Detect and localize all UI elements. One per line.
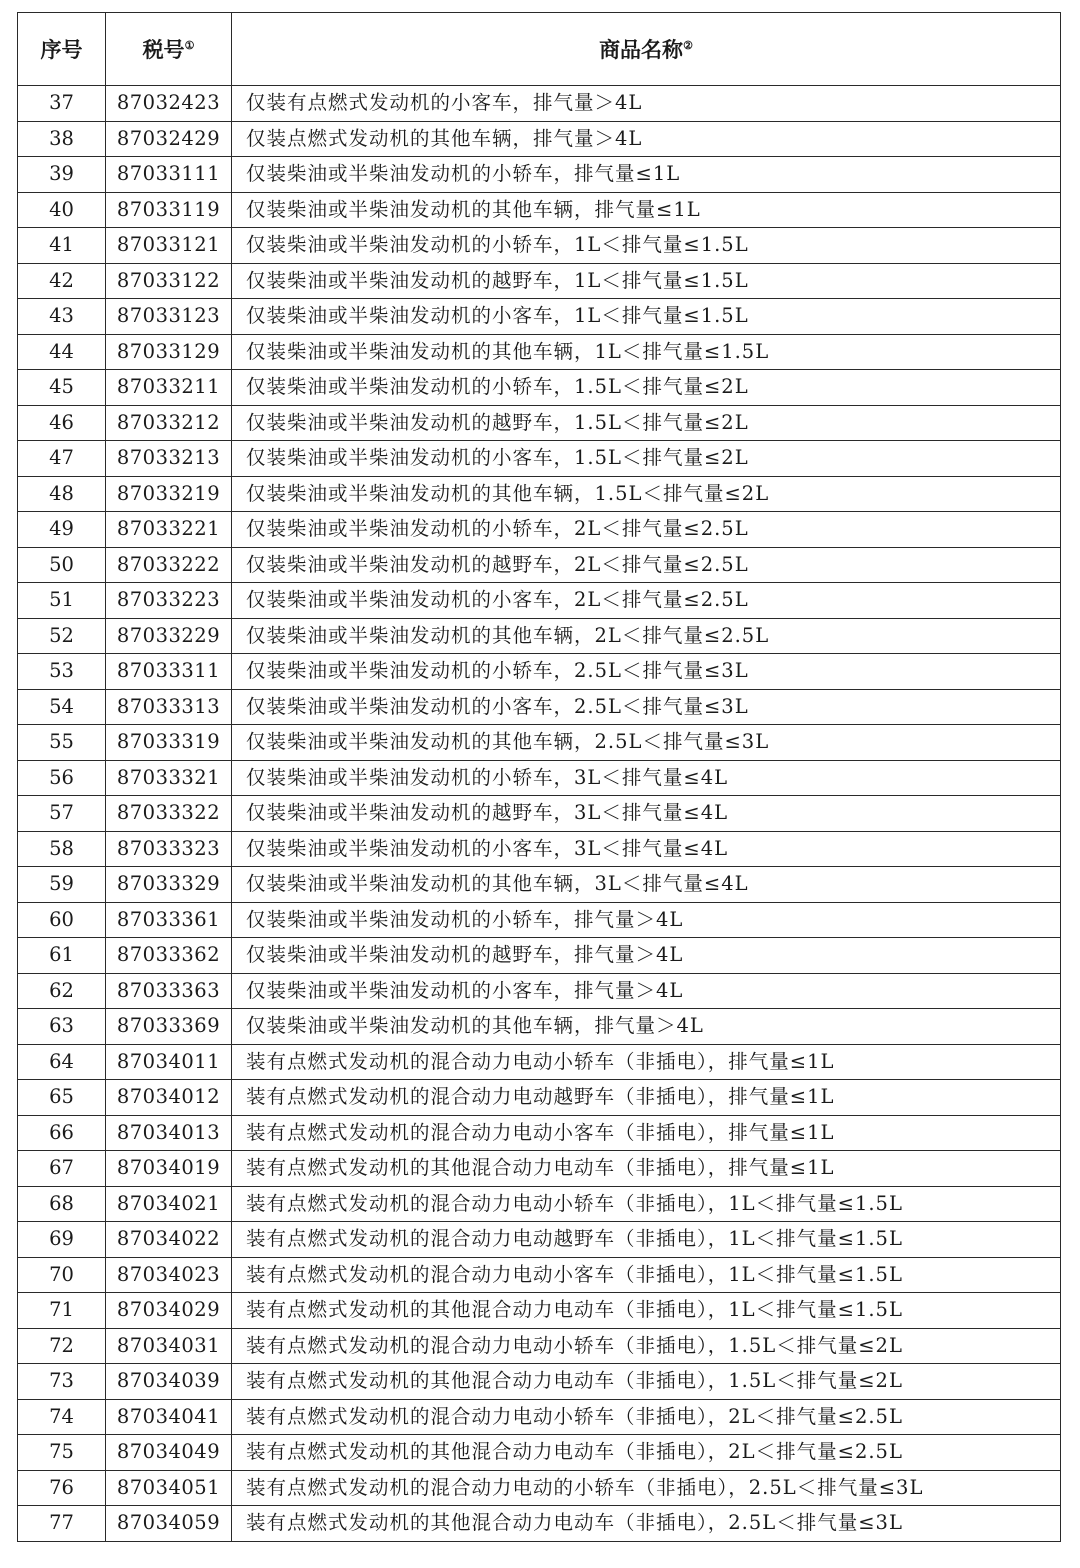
table-row (18, 1435, 1061, 1471)
table-row (18, 121, 1061, 157)
row-seq-cell: 69 (18, 1222, 106, 1258)
row-code-cell: 87034011 (106, 1044, 232, 1080)
row-code-cell: 87034019 (106, 1151, 232, 1187)
table-row (18, 1009, 1061, 1045)
table-row (18, 654, 1061, 690)
row-name-cell: 仅装柴油或半柴油发动机的其他车辆，3L＜排气量≤4L (232, 867, 1061, 903)
row-seq-cell: 54 (18, 689, 106, 725)
table-row (18, 583, 1061, 619)
table-row (18, 1080, 1061, 1116)
table-row (18, 334, 1061, 370)
row-seq-cell: 48 (18, 476, 106, 512)
row-code-cell: 87034031 (106, 1328, 232, 1364)
header-name-label: 商品名称 (599, 37, 684, 62)
row-name-cell: 装有点燃式发动机的混合动力电动小轿车（非插电），1L＜排气量≤1.5L (232, 1186, 1061, 1222)
header-code-footnote: ① (184, 39, 195, 52)
table-row (18, 192, 1061, 228)
row-name-cell: 装有点燃式发动机的混合动力电动小轿车（非插电），2L＜排气量≤2.5L (232, 1399, 1061, 1435)
row-seq-cell: 52 (18, 618, 106, 654)
row-name-cell: 装有点燃式发动机的其他混合动力电动车（非插电），2L＜排气量≤2.5L (232, 1435, 1061, 1471)
row-code-cell: 87033122 (106, 263, 232, 299)
table-row (18, 831, 1061, 867)
row-name-cell: 仅装柴油或半柴油发动机的小轿车，1.5L＜排气量≤2L (232, 370, 1061, 406)
row-seq-cell: 67 (18, 1151, 106, 1187)
row-name-cell: 仅装柴油或半柴油发动机的小客车，1L＜排气量≤1.5L (232, 299, 1061, 335)
table-row (18, 228, 1061, 264)
row-name-cell: 仅装柴油或半柴油发动机的其他车辆，2L＜排气量≤2.5L (232, 618, 1061, 654)
table-row (18, 902, 1061, 938)
row-seq-cell: 43 (18, 299, 106, 335)
row-code-cell: 87033221 (106, 512, 232, 548)
row-code-cell: 87032429 (106, 121, 232, 157)
row-seq-cell: 72 (18, 1328, 106, 1364)
table-row (18, 760, 1061, 796)
row-code-cell: 87033219 (106, 476, 232, 512)
row-code-cell: 87033313 (106, 689, 232, 725)
row-seq-cell: 46 (18, 405, 106, 441)
row-code-cell: 87033129 (106, 334, 232, 370)
table-row (18, 618, 1061, 654)
row-seq-cell: 70 (18, 1257, 106, 1293)
row-seq-cell: 64 (18, 1044, 106, 1080)
table-row (18, 1293, 1061, 1329)
table-row (18, 938, 1061, 974)
row-code-cell: 87033121 (106, 228, 232, 264)
row-name-cell: 装有点燃式发动机的混合动力电动越野车（非插电），1L＜排气量≤1.5L (232, 1222, 1061, 1258)
table-row (18, 1328, 1061, 1364)
row-name-cell: 仅装柴油或半柴油发动机的小客车，排气量＞4L (232, 973, 1061, 1009)
row-seq-cell: 76 (18, 1470, 106, 1506)
row-name-cell: 仅装柴油或半柴油发动机的小轿车，排气量≤1L (232, 157, 1061, 193)
row-name-cell: 仅装柴油或半柴油发动机的越野车，1L＜排气量≤1.5L (232, 263, 1061, 299)
row-code-cell: 87033111 (106, 157, 232, 193)
row-code-cell: 87034049 (106, 1435, 232, 1471)
row-name-cell: 装有点燃式发动机的混合动力电动的小轿车（非插电），2.5L＜排气量≤3L (232, 1470, 1061, 1506)
row-seq-cell: 61 (18, 938, 106, 974)
row-name-cell: 仅装有点燃式发动机的小客车，排气量＞4L (232, 86, 1061, 122)
row-name-cell: 仅装柴油或半柴油发动机的越野车，排气量＞4L (232, 938, 1061, 974)
row-code-cell: 87033123 (106, 299, 232, 335)
table-row (18, 689, 1061, 725)
table-row (18, 1151, 1061, 1187)
row-seq-cell: 53 (18, 654, 106, 690)
row-code-cell: 87034021 (106, 1186, 232, 1222)
row-name-cell: 仅装柴油或半柴油发动机的其他车辆，1.5L＜排气量≤2L (232, 476, 1061, 512)
row-name-cell: 仅装柴油或半柴油发动机的其他车辆，1L＜排气量≤1.5L (232, 334, 1061, 370)
row-name-cell: 仅装柴油或半柴油发动机的越野车，2L＜排气量≤2.5L (232, 547, 1061, 583)
row-seq-cell: 68 (18, 1186, 106, 1222)
row-seq-cell: 51 (18, 583, 106, 619)
row-code-cell: 87034022 (106, 1222, 232, 1258)
row-code-cell: 87034012 (106, 1080, 232, 1116)
table-body (18, 86, 1061, 1542)
row-code-cell: 87034039 (106, 1364, 232, 1400)
table-row (18, 547, 1061, 583)
row-name-cell: 装有点燃式发动机的混合动力电动越野车（非插电），排气量≤1L (232, 1080, 1061, 1116)
table-row (18, 725, 1061, 761)
row-name-cell: 装有点燃式发动机的其他混合动力电动车（非插电），1L＜排气量≤1.5L (232, 1293, 1061, 1329)
row-seq-cell: 59 (18, 867, 106, 903)
row-name-cell: 装有点燃式发动机的其他混合动力电动车（非插电），排气量≤1L (232, 1151, 1061, 1187)
table-row (18, 1399, 1061, 1435)
row-name-cell: 仅装柴油或半柴油发动机的其他车辆，2.5L＜排气量≤3L (232, 725, 1061, 761)
row-code-cell: 87033322 (106, 796, 232, 832)
row-code-cell: 87033223 (106, 583, 232, 619)
header-name (232, 13, 1061, 86)
row-code-cell: 87033319 (106, 725, 232, 761)
row-seq-cell: 74 (18, 1399, 106, 1435)
row-name-cell: 仅装柴油或半柴油发动机的越野车，3L＜排气量≤4L (232, 796, 1061, 832)
row-code-cell: 87034051 (106, 1470, 232, 1506)
row-seq-cell: 49 (18, 512, 106, 548)
row-seq-cell: 60 (18, 902, 106, 938)
table-row (18, 1364, 1061, 1400)
row-seq-cell: 56 (18, 760, 106, 796)
table-row (18, 86, 1061, 122)
row-seq-cell: 75 (18, 1435, 106, 1471)
header-name-footnote: ② (683, 39, 693, 52)
row-name-cell: 仅装柴油或半柴油发动机的小客车，3L＜排气量≤4L (232, 831, 1061, 867)
row-name-cell: 仅装柴油或半柴油发动机的小轿车，2.5L＜排气量≤3L (232, 654, 1061, 690)
row-name-cell: 装有点燃式发动机的混合动力电动小轿车（非插电），排气量≤1L (232, 1044, 1061, 1080)
row-seq-cell: 65 (18, 1080, 106, 1116)
header-seq (18, 13, 106, 86)
header-code-label: 税号 (142, 37, 185, 62)
table-row (18, 796, 1061, 832)
row-seq-cell: 50 (18, 547, 106, 583)
row-seq-cell: 62 (18, 973, 106, 1009)
row-code-cell: 87034041 (106, 1399, 232, 1435)
row-name-cell: 仅装柴油或半柴油发动机的小轿车，3L＜排气量≤4L (232, 760, 1061, 796)
row-seq-cell: 71 (18, 1293, 106, 1329)
row-code-cell: 87033329 (106, 867, 232, 903)
row-seq-cell: 66 (18, 1115, 106, 1151)
table-row (18, 512, 1061, 548)
table-row (18, 263, 1061, 299)
row-code-cell: 87033323 (106, 831, 232, 867)
table-row (18, 476, 1061, 512)
row-seq-cell: 47 (18, 441, 106, 477)
row-code-cell: 87033311 (106, 654, 232, 690)
row-name-cell: 装有点燃式发动机的混合动力电动小客车（非插电），排气量≤1L (232, 1115, 1061, 1151)
row-code-cell: 87033212 (106, 405, 232, 441)
row-name-cell: 装有点燃式发动机的其他混合动力电动车（非插电），1.5L＜排气量≤2L (232, 1364, 1061, 1400)
row-seq-cell: 63 (18, 1009, 106, 1045)
table-row (18, 441, 1061, 477)
row-seq-cell: 55 (18, 725, 106, 761)
row-name-cell: 仅装柴油或半柴油发动机的小轿车，排气量＞4L (232, 902, 1061, 938)
row-seq-cell: 40 (18, 192, 106, 228)
row-name-cell: 仅装柴油或半柴油发动机的小轿车，2L＜排气量≤2.5L (232, 512, 1061, 548)
table-row (18, 1044, 1061, 1080)
table-row (18, 405, 1061, 441)
row-seq-cell: 42 (18, 263, 106, 299)
row-code-cell: 87033369 (106, 1009, 232, 1045)
table-row (18, 1506, 1061, 1542)
row-seq-cell: 38 (18, 121, 106, 157)
table-row (18, 370, 1061, 406)
row-seq-cell: 57 (18, 796, 106, 832)
row-seq-cell: 39 (18, 157, 106, 193)
row-name-cell: 仅装柴油或半柴油发动机的小客车，2L＜排气量≤2.5L (232, 583, 1061, 619)
row-seq-cell: 73 (18, 1364, 106, 1400)
table-row (18, 299, 1061, 335)
row-name-cell: 装有点燃式发动机的其他混合动力电动车（非插电），2.5L＜排气量≤3L (232, 1506, 1061, 1542)
row-name-cell: 仅装柴油或半柴油发动机的越野车，1.5L＜排气量≤2L (232, 405, 1061, 441)
row-name-cell: 仅装柴油或半柴油发动机的小轿车，1L＜排气量≤1.5L (232, 228, 1061, 264)
row-seq-cell: 44 (18, 334, 106, 370)
table-header-row (18, 13, 1061, 86)
row-code-cell: 87034029 (106, 1293, 232, 1329)
row-name-cell: 仅装柴油或半柴油发动机的小客车，1.5L＜排气量≤2L (232, 441, 1061, 477)
row-name-cell: 仅装柴油或半柴油发动机的小客车，2.5L＜排气量≤3L (232, 689, 1061, 725)
row-code-cell: 87033229 (106, 618, 232, 654)
table-row (18, 867, 1061, 903)
row-code-cell: 87032423 (106, 86, 232, 122)
row-code-cell: 87033321 (106, 760, 232, 796)
table-row (18, 1186, 1061, 1222)
table-row (18, 1257, 1061, 1293)
row-code-cell: 87033222 (106, 547, 232, 583)
row-code-cell: 87033211 (106, 370, 232, 406)
header-code (106, 13, 232, 86)
row-code-cell: 87033362 (106, 938, 232, 974)
row-code-cell: 87034059 (106, 1506, 232, 1542)
row-code-cell: 87033119 (106, 192, 232, 228)
table-row (18, 1222, 1061, 1258)
row-seq-cell: 45 (18, 370, 106, 406)
row-seq-cell: 41 (18, 228, 106, 264)
tariff-table (17, 12, 1061, 1542)
table-row (18, 973, 1061, 1009)
row-code-cell: 87033361 (106, 902, 232, 938)
row-name-cell: 仅装柴油或半柴油发动机的其他车辆，排气量≤1L (232, 192, 1061, 228)
row-name-cell: 装有点燃式发动机的混合动力电动小客车（非插电），1L＜排气量≤1.5L (232, 1257, 1061, 1293)
row-name-cell: 装有点燃式发动机的混合动力电动小轿车（非插电），1.5L＜排气量≤2L (232, 1328, 1061, 1364)
row-seq-cell: 37 (18, 86, 106, 122)
row-code-cell: 87033363 (106, 973, 232, 1009)
row-code-cell: 87034013 (106, 1115, 232, 1151)
row-name-cell: 仅装柴油或半柴油发动机的其他车辆，排气量＞4L (232, 1009, 1061, 1045)
header-seq-label: 序号 (40, 37, 83, 62)
row-code-cell: 87033213 (106, 441, 232, 477)
row-seq-cell: 77 (18, 1506, 106, 1542)
table-row (18, 157, 1061, 193)
table-row (18, 1470, 1061, 1506)
row-name-cell: 仅装点燃式发动机的其他车辆，排气量＞4L (232, 121, 1061, 157)
row-code-cell: 87034023 (106, 1257, 232, 1293)
table-row (18, 1115, 1061, 1151)
row-seq-cell: 58 (18, 831, 106, 867)
